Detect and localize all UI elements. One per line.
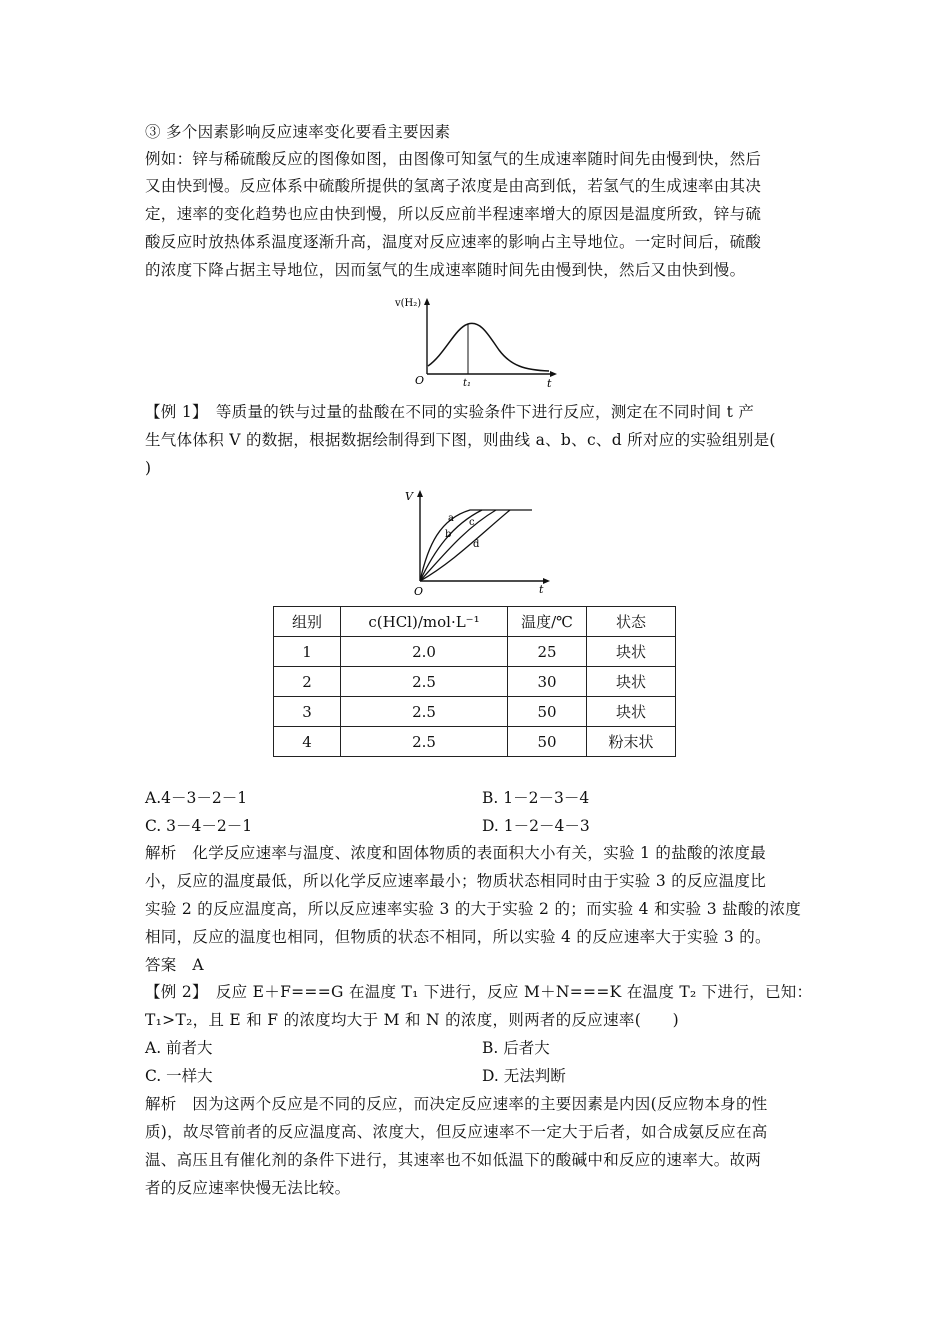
option-a: A. 前者大 xyxy=(145,1039,213,1057)
analysis2-line: 者的反应速率快慢无法比较。 xyxy=(145,1179,351,1197)
curve-label-a: a xyxy=(448,513,454,524)
y-axis-label: v(H₂) xyxy=(395,298,422,309)
option-d: D. 1－2－4－3 xyxy=(482,817,590,835)
y-axis-arrow xyxy=(424,298,430,305)
rate-curve xyxy=(428,323,549,371)
y-axis-arrow xyxy=(417,490,423,497)
experiment-table xyxy=(273,606,676,757)
table-cell: 50 xyxy=(508,697,587,727)
table-row xyxy=(274,727,676,757)
paragraph-line: 例如：锌与稀硫酸反应的图像如图，由图像可知氢气的生成速率随时间先由慢到快，然后 xyxy=(145,150,762,168)
rate-time-figure xyxy=(375,292,565,392)
option-d: D. 无法判断 xyxy=(482,1067,566,1085)
table-header-cell: 状态 xyxy=(587,607,676,637)
example2-line: T₁>T₂，且 E 和 F 的浓度均大于 M 和 N 的浓度，则两者的反应速率( ) xyxy=(145,1011,680,1029)
table-header-row xyxy=(274,607,676,637)
table-cell: 块状 xyxy=(587,697,676,727)
table-header-cell: 组别 xyxy=(274,607,341,637)
analysis2-line: 温、高压且有催化剂的条件下进行，其速率也不如低温下的酸碱中和反应的速率大。故两 xyxy=(145,1151,762,1169)
analysis1-line: 实验 2 的反应温度高，所以反应速率实验 3 的大于实验 2 的；而实验 4 和实验 3 盐酸的浓度 xyxy=(145,900,802,918)
example2-line: 【例 2】 反应 E＋F===G 在温度 T₁ 下进行，反应 M＋N===K 在温度 T₂ 下进行，已知： xyxy=(145,983,813,1001)
x-axis-arrow xyxy=(543,578,550,584)
paragraph-line: 的浓度下降占据主导地位，因而氢气的生成速率随时间先由慢到快，然后又由快到慢。 xyxy=(145,261,746,279)
table-cell: 30 xyxy=(508,667,587,697)
example1-line: 【例 1】 等质量的铁与过量的盐酸在不同的实验条件下进行反应，测定在不同时间 t 产 xyxy=(145,403,755,421)
curve-label-c: c xyxy=(469,517,475,528)
option-a: A.4－3－2－1 xyxy=(145,789,248,807)
analysis1-line: 解析 化学反应速率与温度、浓度和固体物质的表面积大小有关，实验 1 的盐酸的浓度最 xyxy=(145,844,767,862)
analysis1-line: 小，反应的温度最低，所以化学反应速率最小；物质状态相同时由于实验 3 的反应温度比 xyxy=(145,872,767,890)
table-cell: 50 xyxy=(508,727,587,757)
example1-line: ) xyxy=(145,459,152,477)
tick-label: t₁ xyxy=(463,378,472,389)
table-row xyxy=(274,697,676,727)
answer1: 答案 A xyxy=(145,956,204,974)
x-axis-label: t xyxy=(547,377,552,390)
table-cell: 2.5 xyxy=(341,727,508,757)
option-b: B. 后者大 xyxy=(482,1039,550,1057)
paragraph-line: 定，速率的变化趋势也应由快到慢，所以反应前半程速率增大的原因是温度所致，锌与硫 xyxy=(145,205,762,223)
table-cell: 2 xyxy=(274,667,341,697)
table-cell: 2.0 xyxy=(341,637,508,667)
table-header-cell: 温度/℃ xyxy=(508,607,587,637)
table-cell: 粉末状 xyxy=(587,727,676,757)
curve-label-d: d xyxy=(473,539,480,550)
paragraph-line: 又由快到慢。反应体系中硫酸所提供的氢离子浓度是由高到低，若氢气的生成速率由其决 xyxy=(145,177,762,195)
table-cell: 25 xyxy=(508,637,587,667)
curve-label-b: b xyxy=(445,529,452,540)
table-cell: 2.5 xyxy=(341,667,508,697)
option-c: C. 3－4－2－1 xyxy=(145,817,253,835)
origin-label: O xyxy=(415,374,425,387)
table-row xyxy=(274,667,676,697)
option-c: C. 一样大 xyxy=(145,1067,213,1085)
table-cell: 块状 xyxy=(587,667,676,697)
table-cell: 1 xyxy=(274,637,341,667)
table-cell: 2.5 xyxy=(341,697,508,727)
table-cell: 4 xyxy=(274,727,341,757)
analysis2-line: 质)，故尽管前者的反应温度高、浓度大，但反应速率不一定大于后者，如合成氨反应在高 xyxy=(145,1123,768,1141)
table-row xyxy=(274,637,676,667)
option-b: B. 1－2－3－4 xyxy=(482,789,590,807)
volume-time-figure xyxy=(400,485,560,600)
section-title: ③ 多个因素影响反应速率变化要看主要因素 xyxy=(145,123,451,141)
paragraph-line: 酸反应时放热体系温度逐渐升高，温度对反应速率的影响占主导地位。一定时间后，硫酸 xyxy=(145,233,762,251)
y-axis-label: V xyxy=(405,490,413,503)
analysis1-line: 相同，反应的温度也相同，但物质的状态不相同，所以实验 4 的反应速率大于实验 3 的。 xyxy=(145,928,771,946)
table-cell: 块状 xyxy=(587,637,676,667)
example1-line: 生气体体积 V 的数据，根据数据绘制得到下图，则曲线 a、b、c、d 所对应的实验组别是( xyxy=(145,431,776,449)
x-axis-label: t xyxy=(539,583,544,596)
table-cell: 3 xyxy=(274,697,341,727)
origin-label: O xyxy=(414,585,424,598)
table-header-cell: c(HCl)/mol·L⁻¹ xyxy=(341,607,508,637)
analysis2-line: 解析 因为这两个反应是不同的反应，而决定反应速率的主要因素是内因(反应物本身的性 xyxy=(145,1095,768,1113)
